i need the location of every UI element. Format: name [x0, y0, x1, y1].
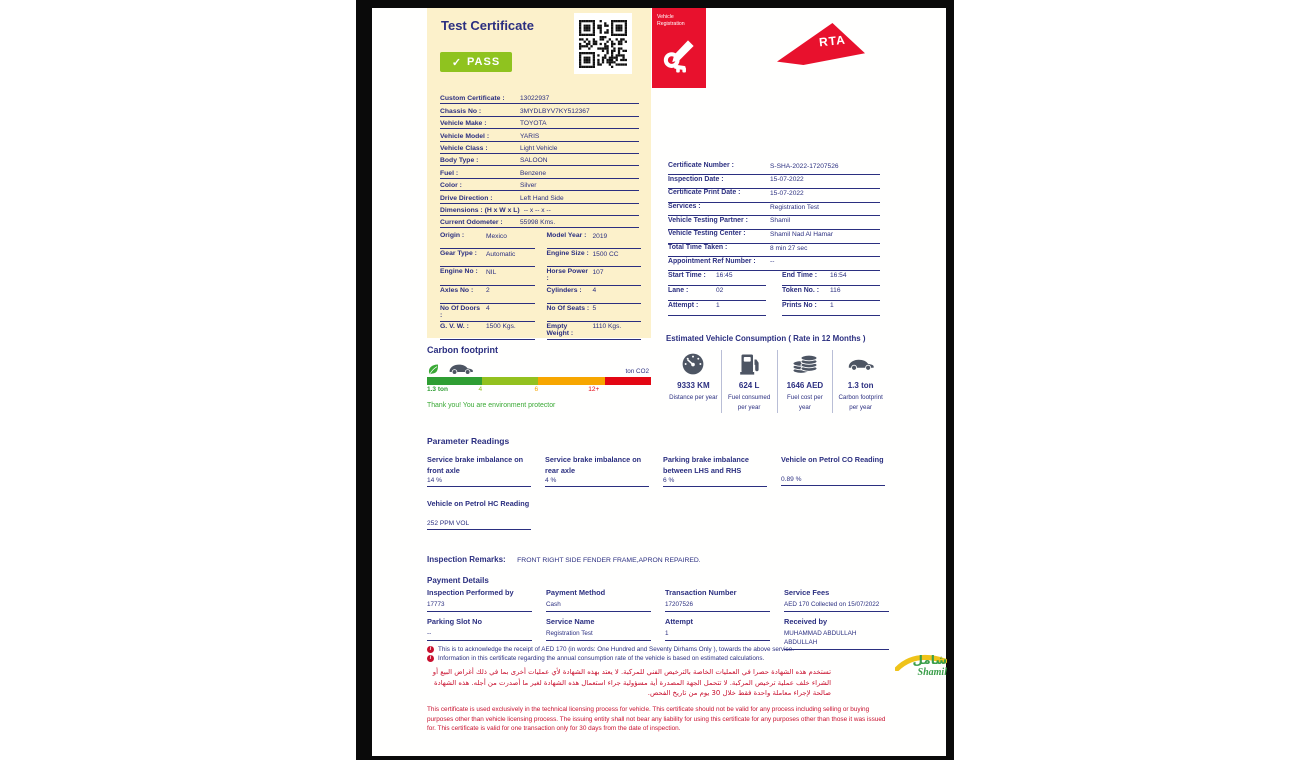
spec-column-left — [440, 232, 535, 341]
field-label: G. V. W. : — [440, 322, 469, 330]
payment-value: Registration Test — [546, 627, 651, 641]
field-value: 16:54 — [830, 272, 847, 279]
field-value: 02 — [716, 287, 724, 294]
parameter-cell — [781, 455, 885, 487]
payment-label: Transaction Number — [665, 588, 737, 597]
field-value: Shamil — [770, 217, 791, 225]
footer-note — [427, 645, 893, 654]
note-text: This is to acknowledge the receipt of AED 170 (in words: One Hundred and Seventy Dirhams Only ), towards the above service. — [438, 646, 794, 653]
field-value: TOYOTA — [520, 120, 547, 128]
table-row — [440, 179, 639, 191]
table-row — [440, 323, 535, 340]
carbon-icons-row — [427, 359, 651, 377]
vehicle-registration-ribbon — [652, 8, 706, 88]
field-value: 13022937 — [520, 95, 550, 103]
parameter-grid — [427, 455, 885, 530]
table-row — [782, 302, 880, 316]
field-value: -- — [770, 258, 775, 266]
field-label: Fuel : — [440, 169, 459, 177]
field-label: Empty Weight : — [546, 322, 574, 337]
table-row — [668, 230, 880, 243]
info-icon: i — [427, 646, 434, 653]
certificate-details-table — [668, 162, 880, 272]
field-value: Light Vehicle — [520, 144, 558, 152]
table-row — [440, 232, 535, 249]
payment-label: Inspection Performed by — [427, 588, 514, 597]
field-label: Services : — [668, 203, 701, 211]
table-row — [440, 287, 535, 304]
field-label: Engine Size : — [546, 250, 589, 258]
field-value: 5 — [592, 305, 597, 313]
field-value: 55998 Kms. — [520, 219, 556, 227]
carbon-footprint-section — [427, 345, 651, 409]
shamil-arabic-text: شامل — [912, 653, 947, 667]
consumption-caption: Carbon footprint per year — [838, 394, 883, 411]
table-row — [440, 250, 535, 267]
consumption-caption: Fuel consumed per year — [727, 394, 771, 411]
field-value: 8 min 27 sec — [770, 244, 808, 252]
carbon-tick: 4 — [478, 386, 483, 393]
field-label: Inspection Date : — [668, 175, 724, 183]
table-row — [668, 162, 880, 175]
spec-column-right — [547, 232, 642, 341]
payment-value: -- — [427, 627, 532, 641]
table-row — [440, 142, 639, 154]
parameter-name: Vehicle on Petrol CO Reading — [781, 455, 884, 464]
key-pencil-icon — [661, 37, 697, 73]
table-row — [547, 287, 642, 304]
pass-label: PASS — [467, 56, 501, 68]
car-icon — [846, 356, 876, 372]
parameter-value: 4 % — [545, 476, 649, 487]
note-text: Information in this certificate regarding the annual consumption rate of the vehicle is based on estimated calculations. — [438, 655, 765, 663]
table-row — [440, 305, 535, 322]
table-row — [668, 302, 766, 316]
coins-icon — [791, 352, 819, 376]
footer-section — [427, 645, 947, 734]
field-label: Start Time : — [668, 272, 706, 279]
carbon-bar-segment — [427, 377, 482, 385]
table-row — [668, 176, 880, 189]
timing-column-right — [782, 272, 880, 317]
field-value: 3MYDLBYV7KY512367 — [520, 107, 590, 115]
table-row — [440, 268, 535, 285]
field-label: Custom Certificate : — [440, 95, 505, 103]
field-label: Dimensions : (H x W x L) — [440, 206, 520, 214]
parameter-name: Service brake imbalance on rear axle — [545, 455, 642, 475]
leaf-icon — [427, 363, 440, 376]
table-row — [547, 250, 642, 267]
carbon-tick: 12+ — [588, 386, 600, 393]
field-value: Shamil Nad Al Hamar — [770, 230, 834, 238]
table-row — [668, 272, 766, 286]
inspection-remarks — [427, 549, 897, 567]
ribbon-label: Vehicle Registration — [657, 14, 685, 28]
field-label: No Of Seats : — [546, 304, 590, 312]
carbon-value-label: 1.3 ton — [427, 386, 448, 393]
info-icon: i — [427, 655, 434, 662]
field-value: Left Hand Side — [520, 194, 564, 202]
table-row — [440, 216, 639, 228]
field-label: Prints No : — [782, 302, 817, 309]
field-value: 2019 — [592, 232, 608, 240]
table-row — [668, 244, 880, 257]
field-value: 16:45 — [716, 272, 733, 279]
field-label: Drive Direction : — [440, 194, 493, 202]
table-row — [440, 154, 639, 166]
payment-cell — [784, 588, 889, 612]
field-value: SALOON — [520, 157, 548, 165]
field-label: Gear Type : — [440, 250, 477, 258]
payment-value: 1 — [665, 627, 770, 641]
qr-code-svg — [579, 20, 627, 68]
payment-details-section — [427, 576, 889, 650]
section-title: Estimated Vehicle Consumption ( Rate in 12 Months ) — [666, 334, 866, 343]
english-disclaimer: This certificate is used exclusively in the technical licensing process for vehicle. This certificate should not be valid for any process including selling or buying purposes other than vehicle licensing process. The issuing entity shall not bear any liability for using this certificate for any purposes other than those it was issued for. This certificate is valid for one transaction only for 30 days from the date of inspection. — [427, 705, 886, 733]
field-label: Vehicle Testing Partner : — [668, 216, 748, 224]
check-icon: ✓ — [451, 56, 463, 69]
field-value: Automatic — [486, 250, 516, 258]
remarks-label: Inspection Remarks: — [427, 555, 506, 564]
consumption-caption: Fuel cost per year — [786, 394, 823, 411]
consumption-value: 9333 KM — [677, 381, 710, 390]
field-label: Horse Power : — [546, 268, 589, 283]
vehicle-summary-card — [427, 8, 651, 338]
field-value: 107 — [592, 268, 604, 276]
shamil-logo — [897, 653, 947, 701]
field-label: Cylinders : — [546, 286, 582, 294]
field-label: Model Year : — [546, 232, 587, 239]
field-label: Vehicle Class : — [440, 144, 488, 152]
table-row — [782, 272, 880, 286]
field-value: Registration Test — [770, 203, 819, 211]
field-value: Silver — [520, 182, 537, 190]
parameter-name: Parking brake imbalance between LHS and RHS — [663, 455, 749, 475]
parameter-value: 14 % — [427, 476, 531, 487]
parameter-cell — [545, 455, 649, 487]
carbon-ticks — [427, 385, 651, 396]
table-row — [547, 232, 642, 249]
field-label: Current Odometer : — [440, 219, 503, 227]
page-title: Test Certificate — [441, 18, 534, 33]
field-label: Vehicle Make : — [440, 120, 487, 128]
vehicle-spec-columns — [440, 232, 641, 341]
payment-cell — [665, 588, 770, 612]
field-value: 2 — [486, 287, 490, 295]
field-label: Vehicle Testing Center : — [668, 230, 746, 238]
parameter-cell — [663, 455, 767, 487]
parameter-readings-section — [427, 436, 885, 530]
consumption-item-fuel — [721, 350, 777, 413]
field-value: 15-07-2022 — [770, 176, 804, 184]
table-row — [440, 104, 639, 116]
table-row — [668, 189, 880, 202]
payment-grid — [427, 588, 889, 650]
parameter-cell — [427, 499, 531, 530]
payment-cell — [427, 588, 532, 612]
table-row — [547, 268, 642, 285]
field-value: 15-07-2022 — [770, 189, 804, 197]
field-value: 116 — [830, 287, 841, 294]
shamil-latin-text: Shamil — [917, 667, 947, 679]
parameter-name: Vehicle on Petrol HC Reading — [427, 499, 530, 509]
parameter-value: 0.89 % — [781, 475, 885, 486]
payment-value: 17773 — [427, 598, 532, 612]
certificate-page — [372, 8, 946, 756]
table-row — [440, 129, 639, 141]
field-label: Body Type : — [440, 157, 479, 165]
consumption-item-distance — [666, 350, 721, 413]
field-value: 4 — [486, 305, 490, 313]
field-value: 1500 Kgs. — [486, 323, 516, 331]
table-row — [668, 217, 880, 230]
field-value: NIL — [486, 268, 497, 276]
carbon-bar-segment — [538, 377, 605, 385]
payment-label: Received by — [784, 616, 828, 626]
document-frame — [356, 0, 954, 760]
field-value: 4 — [592, 287, 597, 295]
carbon-bar-segment — [605, 377, 651, 385]
consumption-value: 624 L — [738, 381, 760, 390]
environment-message: Thank you! You are environment protector — [427, 402, 556, 409]
field-label: Axles No : — [440, 286, 474, 294]
field-label: Attempt : — [668, 302, 699, 309]
field-label: Chassis No : — [440, 107, 482, 115]
payment-label: Payment Method — [546, 588, 606, 597]
payment-value: MUHAMMAD ABDULLAH ABDULLAH — [784, 627, 889, 650]
table-row — [440, 191, 639, 203]
field-label: Appointment Ref Number : — [668, 257, 756, 265]
field-label: Certificate Number : — [668, 162, 734, 169]
table-row — [668, 258, 880, 271]
table-row — [547, 323, 642, 340]
field-label: Vehicle Model : — [440, 132, 490, 140]
table-row — [668, 203, 880, 216]
carbon-bar-segment — [482, 377, 538, 385]
remarks-value: FRONT RIGHT SIDE FENDER FRAME,APRON REPAIRED. — [517, 557, 701, 564]
timing-column-left — [668, 272, 766, 317]
table-row — [782, 287, 880, 301]
speedometer-icon — [680, 351, 706, 377]
parameter-value: 252 PPM VOL — [427, 519, 531, 530]
table-row — [440, 204, 639, 216]
field-value: 1110 Kgs. — [592, 323, 622, 331]
carbon-tick: 6 — [534, 386, 539, 393]
consumption-item-carbon — [832, 350, 888, 413]
field-label: Certificate Print Date : — [668, 189, 741, 197]
field-value: -- x -- x -- — [523, 206, 551, 214]
parameter-cell — [427, 455, 531, 487]
consumption-caption: Distance per year — [669, 394, 718, 401]
field-value: Benzene — [520, 169, 547, 177]
rta-logo — [777, 23, 865, 65]
field-label: Token No. : — [782, 287, 820, 294]
payment-label: Attempt — [665, 616, 693, 626]
payment-value: Cash — [546, 598, 651, 612]
table-row — [440, 117, 639, 129]
table-row — [440, 92, 639, 104]
section-title: Parameter Readings — [427, 436, 510, 446]
field-value: 1 — [830, 302, 834, 309]
table-row — [668, 287, 766, 301]
field-label: Color : — [440, 182, 462, 190]
parameter-value: 6 % — [663, 476, 767, 487]
rta-logo-text: RTA — [818, 32, 847, 50]
parameter-name: Service brake imbalance on front axle — [427, 455, 524, 475]
field-label: Lane : — [668, 287, 689, 294]
consumption-value: 1.3 ton — [847, 381, 874, 390]
table-row — [547, 305, 642, 322]
payment-label: Service Name — [546, 616, 595, 626]
car-icon — [447, 361, 475, 376]
field-value: 1500 CC — [592, 250, 619, 258]
timing-table — [668, 272, 880, 317]
section-title: Payment Details — [427, 576, 489, 585]
qr-code — [574, 13, 632, 74]
field-value: YARIS — [520, 132, 540, 140]
payment-label: Service Fees — [784, 588, 830, 597]
consumption-item-cost — [777, 350, 833, 413]
pass-status-badge — [440, 52, 512, 72]
field-value: S-SHA-2022-17207526 — [770, 162, 839, 170]
field-label: Engine No : — [440, 268, 478, 276]
carbon-unit-label: ton CO2 — [625, 368, 649, 375]
carbon-bar — [427, 377, 651, 385]
field-value: 1 — [716, 302, 720, 309]
payment-value: 17207526 — [665, 598, 770, 612]
arabic-disclaimer: تستخدم هذه الشهادة حصرا في العمليات الخاصة بالترخيص الفني للمركبة. لا يعتد بهذه الشهادة لأي عمليات أخرى بما في ذلك أغراض البيع أو الشراء خلف عملية ترخيص المركبة. لا تتحمل الجهة المصدرة أية مسؤولية جراء استعمال هذه الشهادة لغير ما أصدرت من أجله. هذه الشهادة صالحة لإجراء معاملة واحدة فقط خلال 30 يوم من تاريخ الفحص. — [432, 667, 831, 698]
table-row — [440, 166, 639, 178]
field-label: Origin : — [440, 232, 465, 239]
field-label: No Of Doors : — [440, 304, 481, 319]
consumption-section — [666, 334, 888, 413]
section-title: Carbon footprint — [427, 345, 498, 355]
consumption-value: 1646 AED — [786, 381, 824, 390]
consumption-items — [666, 350, 888, 413]
payment-cell — [546, 588, 651, 612]
field-label: End Time : — [782, 272, 818, 279]
payment-label: Parking Slot No — [427, 616, 483, 626]
field-value: Mexico — [486, 232, 507, 240]
field-label: Total Time Taken : — [668, 244, 728, 252]
fuel-pump-icon — [737, 351, 761, 377]
vehicle-fields-table — [440, 92, 639, 228]
payment-value: AED 170 Collected on 15/07/2022 — [784, 598, 889, 612]
footer-note — [427, 654, 893, 663]
